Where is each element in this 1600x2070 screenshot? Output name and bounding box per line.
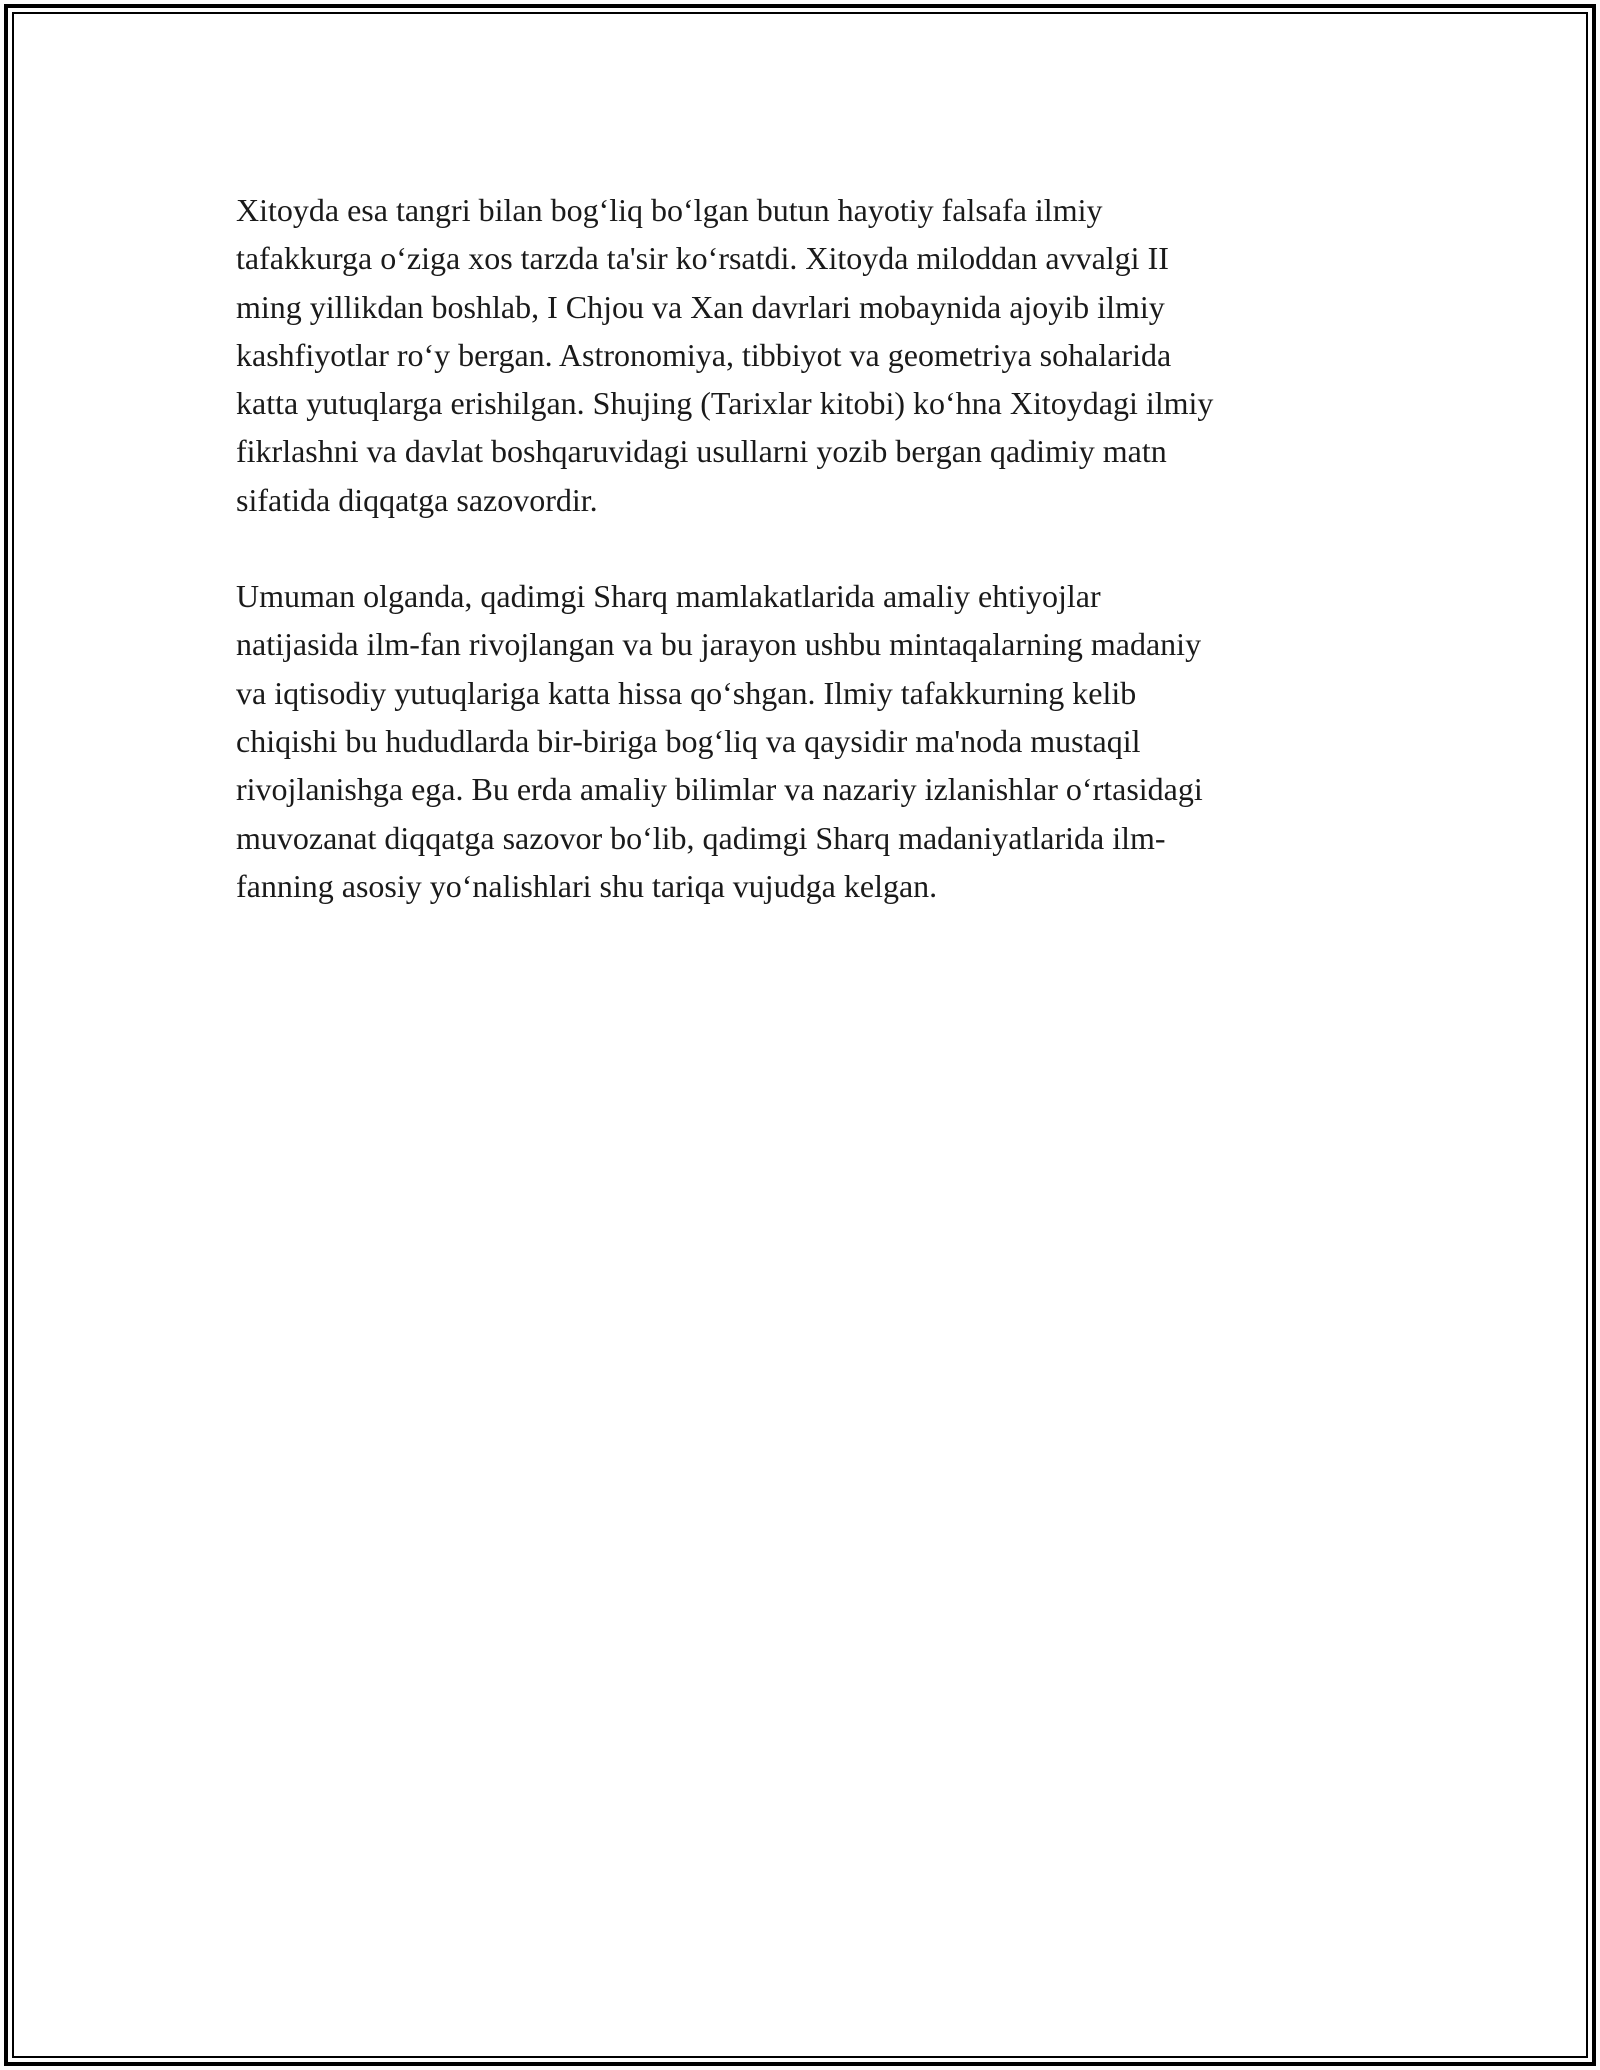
- paragraph-china-science: Xitoyda esa tangri bilan bog‘liq bo‘lgan butun hayotiy falsafa ilmiy tafakkurga o‘ziga xos tarzda ta'sir ko‘rsatdi. Xitoyda miloddan avvalgi II ming yillikdan boshlab, I Chjou va Xan davrlari mobaynida ajoyib ilmiy kashfiyotlar ro‘y bergan. Astronomiya, tibbiyot va geometriya sohalarida katta yutuqlarga erishilgan. Shujing (Tarixlar kitobi) ko‘hna Xitoydagi ilmiy fikrlashni va davlat boshqaruvidagi usullarni yozib bergan qadimiy matn sifatida diqqatga sazovordir.: [236, 192, 1214, 518]
- document-body: [236, 186, 1366, 958]
- paragraph-conclusion: Umuman olganda, qadimgi Sharq mamlakatlarida amaliy ehtiyojlar natijasida ilm-fan rivojlangan va bu jarayon ushbu mintaqalarning madaniy va iqtisodiy yutuqlariga katta hissa qo‘shgan. Ilmiy tafakkurning kelib chiqishi bu hududlarda bir-biriga bog‘liq va qaysidir ma'noda mustaqil rivojlanishga ega. Bu erda amaliy bilimlar va nazariy izlanishlar o‘rtasidagi muvozanat diqqatga sazovor bo‘lib, qadimgi Sharq madaniyatlarida ilm- fanning asosiy yo‘nalishlari shu tariqa vujudga kelgan.: [236, 578, 1203, 904]
